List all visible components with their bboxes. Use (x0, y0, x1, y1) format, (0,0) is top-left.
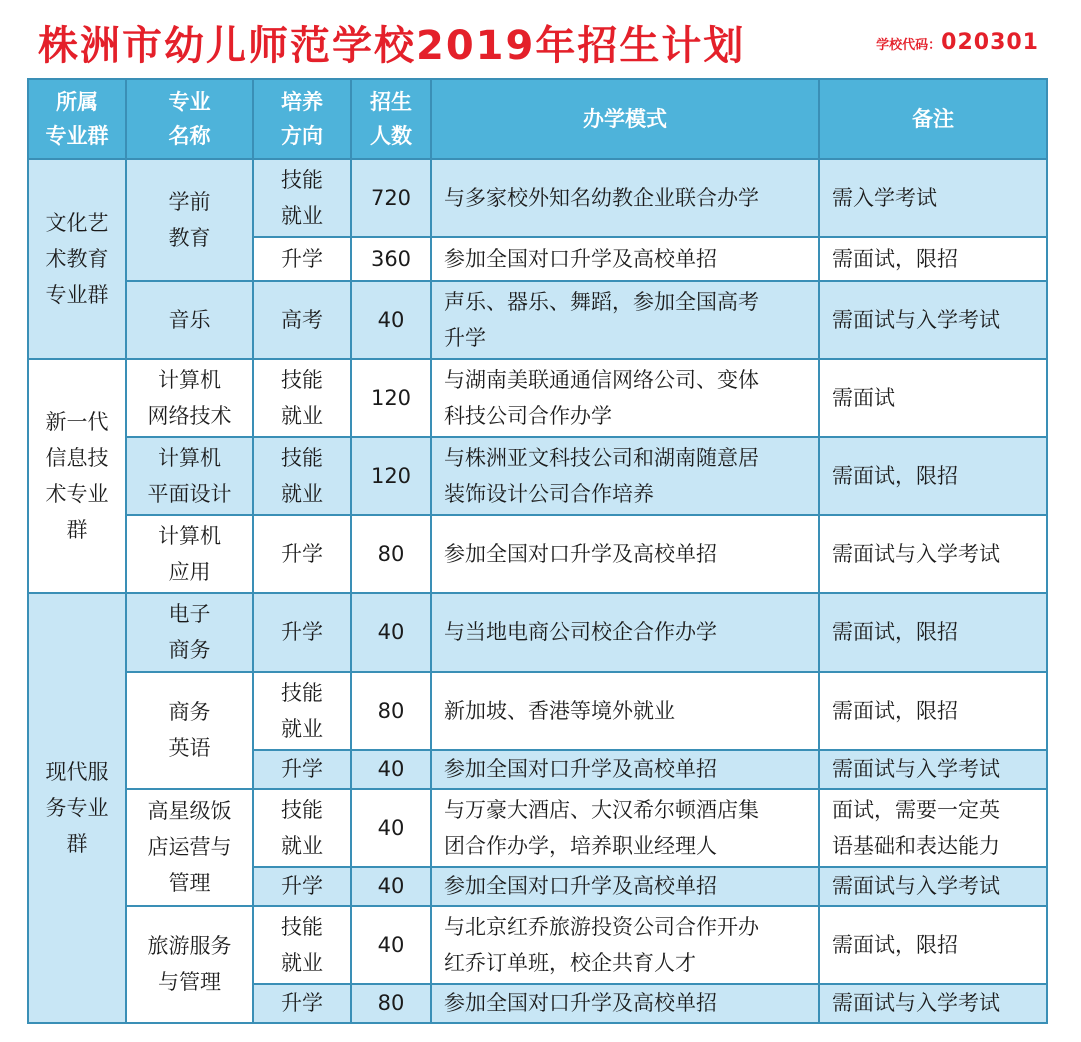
direction-cell: 升学 (253, 593, 351, 671)
count-cell: 40 (351, 750, 431, 789)
note-cell: 需入学考试 (819, 159, 1047, 237)
mode-cell: 与北京红乔旅游投资公司合作开办 红乔订单班，校企共育人才 (431, 906, 819, 984)
header-count: 招生 人数 (351, 79, 431, 159)
count-cell: 720 (351, 159, 431, 237)
note-cell: 需面试，限招 (819, 672, 1047, 750)
major-cell: 计算机 应用 (126, 515, 253, 593)
direction-cell: 升学 (253, 867, 351, 906)
header-note: 备注 (819, 79, 1047, 159)
group-cell: 现代服 务专业 群 (28, 593, 126, 1023)
group-cell: 新一代 信息技 术专业 群 (28, 359, 126, 593)
mode-cell: 参加全国对口升学及高校单招 (431, 237, 819, 281)
school-code-label: 学校代码： (876, 38, 942, 53)
mode-cell: 与株洲亚文科技公司和湖南随意居 装饰设计公司合作培养 (431, 437, 819, 515)
count-cell: 120 (351, 437, 431, 515)
mode-cell: 参加全国对口升学及高校单招 (431, 984, 819, 1023)
major-cell: 学前 教育 (126, 159, 253, 281)
school-code (876, 30, 1039, 55)
note-cell: 需面试，限招 (819, 906, 1047, 984)
direction-cell: 技能 就业 (253, 906, 351, 984)
mode-cell: 参加全国对口升学及高校单招 (431, 515, 819, 593)
major-cell: 电子 商务 (126, 593, 253, 671)
table-row (28, 515, 1047, 593)
mode-cell: 与万豪大酒店、大汉希尔顿酒店集 团合作办学，培养职业经理人 (431, 789, 819, 867)
major-cell: 音乐 (126, 281, 253, 359)
enrollment-plan-table (27, 78, 1048, 1024)
major-cell: 高星级饭 店运营与 管理 (126, 789, 253, 906)
direction-cell: 技能 就业 (253, 359, 351, 437)
note-cell: 面试，需要一定英 语基础和表达能力 (819, 789, 1047, 867)
count-cell: 80 (351, 984, 431, 1023)
count-cell: 40 (351, 906, 431, 984)
header-group: 所属 专业群 (28, 79, 126, 159)
note-cell: 需面试与入学考试 (819, 515, 1047, 593)
mode-cell: 与湖南美联通通信网络公司、变体 科技公司合作办学 (431, 359, 819, 437)
direction-cell: 技能 就业 (253, 437, 351, 515)
mode-cell: 新加坡、香港等境外就业 (431, 672, 819, 750)
group-cell: 文化艺 术教育 专业群 (28, 159, 126, 359)
count-cell: 80 (351, 672, 431, 750)
table-header-row (28, 79, 1047, 159)
table-row (28, 789, 1047, 867)
count-cell: 80 (351, 515, 431, 593)
table-row (28, 906, 1047, 984)
note-cell: 需面试与入学考试 (819, 867, 1047, 906)
note-cell: 需面试与入学考试 (819, 281, 1047, 359)
note-cell: 需面试与入学考试 (819, 984, 1047, 1023)
note-cell: 需面试，限招 (819, 237, 1047, 281)
count-cell: 40 (351, 281, 431, 359)
direction-cell: 技能 就业 (253, 159, 351, 237)
direction-cell: 升学 (253, 237, 351, 281)
direction-cell: 升学 (253, 515, 351, 593)
count-cell: 120 (351, 359, 431, 437)
major-cell: 计算机 平面设计 (126, 437, 253, 515)
table-row (28, 359, 1047, 437)
major-cell: 计算机 网络技术 (126, 359, 253, 437)
note-cell: 需面试与入学考试 (819, 750, 1047, 789)
count-cell: 40 (351, 593, 431, 671)
table-row (28, 672, 1047, 750)
header-major: 专业 名称 (126, 79, 253, 159)
count-cell: 40 (351, 867, 431, 906)
mode-cell: 声乐、器乐、舞蹈，参加全国高考 升学 (431, 281, 819, 359)
page-title: 株洲市幼儿师范学校2019年招生计划 (38, 23, 746, 69)
direction-cell: 技能 就业 (253, 789, 351, 867)
table-row (28, 593, 1047, 671)
direction-cell: 升学 (253, 984, 351, 1023)
table-row (28, 437, 1047, 515)
direction-cell: 技能 就业 (253, 672, 351, 750)
note-cell: 需面试，限招 (819, 593, 1047, 671)
table-row (28, 159, 1047, 237)
mode-cell: 参加全国对口升学及高校单招 (431, 867, 819, 906)
mode-cell: 参加全国对口升学及高校单招 (431, 750, 819, 789)
mode-cell: 与多家校外知名幼教企业联合办学 (431, 159, 819, 237)
count-cell: 40 (351, 789, 431, 867)
table-row (28, 281, 1047, 359)
note-cell: 需面试，限招 (819, 437, 1047, 515)
header-direction: 培养 方向 (253, 79, 351, 159)
school-code-value: 020301 (941, 30, 1039, 55)
direction-cell: 高考 (253, 281, 351, 359)
direction-cell: 升学 (253, 750, 351, 789)
count-cell: 360 (351, 237, 431, 281)
mode-cell: 与当地电商公司校企合作办学 (431, 593, 819, 671)
header-mode: 办学模式 (431, 79, 819, 159)
note-cell: 需面试 (819, 359, 1047, 437)
major-cell: 旅游服务 与管理 (126, 906, 253, 1023)
major-cell: 商务 英语 (126, 672, 253, 789)
